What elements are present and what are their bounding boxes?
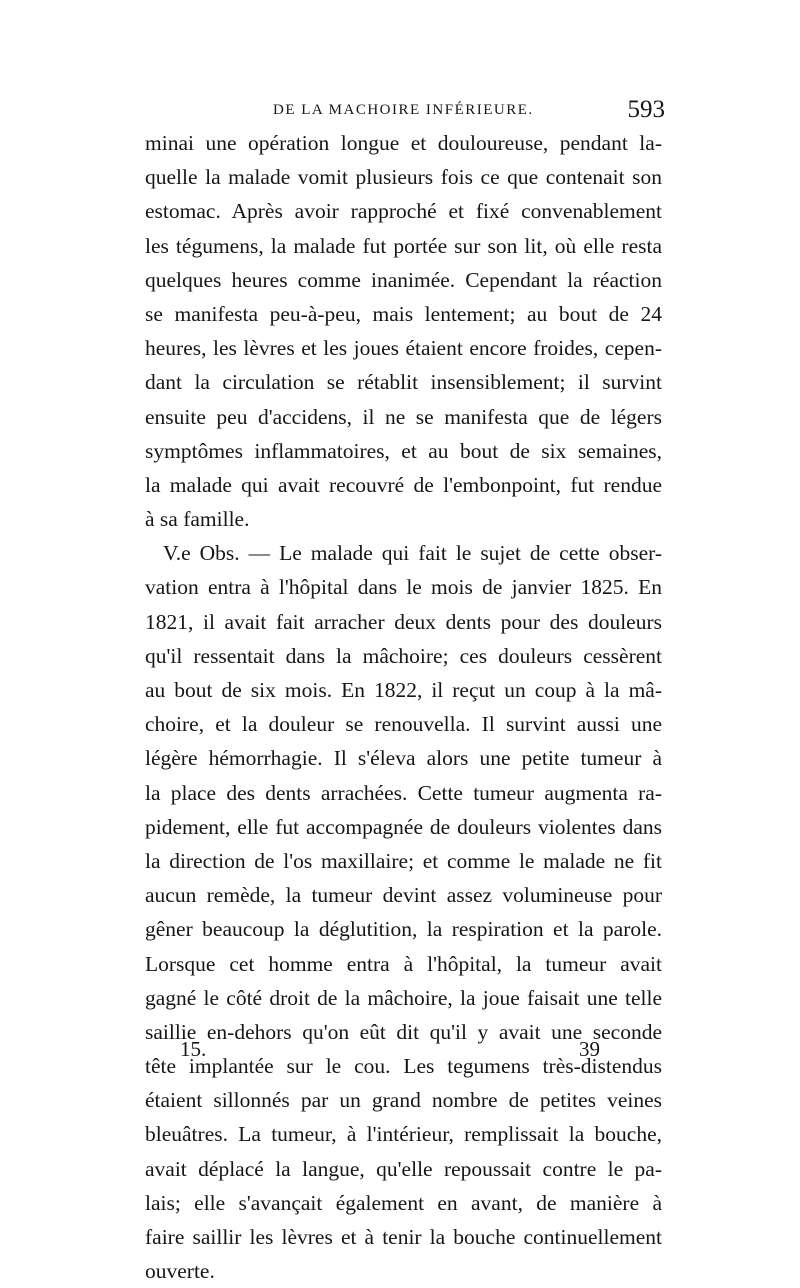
text-line: à sa famille.	[145, 507, 250, 532]
running-head	[145, 98, 665, 128]
page-footer	[180, 1037, 600, 1067]
text-line: aucun remède, la tumeur devint assez volumineuse pour	[145, 883, 662, 908]
text-line: pidement, elle fut accompagnée de douleurs violentes dans	[145, 814, 662, 839]
text-line: heures, les lèvres et les joues étaient encore froides, cepen-	[145, 336, 662, 361]
text-line: légère hémorrhagie. Il s'éleva alors une petite tumeur à	[145, 746, 662, 771]
text-line: la malade qui avait recouvré de l'embonpoint, fut rendue	[145, 472, 662, 497]
sheet-number: 39	[579, 1037, 600, 1061]
text-line: gagné le côté droit de la mâchoire, la joue faisait une telle	[145, 985, 662, 1010]
body-text	[145, 126, 662, 1288]
text-line: qu'il ressentait dans la mâchoire; ces douleurs cessèrent	[145, 643, 662, 668]
text-line: étaient sillonnés par un grand nombre de petites veines	[145, 1088, 662, 1113]
text-line: avait déplacé la langue, qu'elle repoussait contre le pa-	[145, 1156, 662, 1181]
observation-heading-line: V.e Obs. — Le malade qui fait le sujet de cette obser-	[163, 541, 662, 566]
text-line: les tégumens, la malade fut portée sur son lit, où elle resta	[145, 233, 662, 258]
text-line: estomac. Après avoir rapproché et fixé convenablement	[145, 199, 662, 224]
text-line: ouverte.	[145, 1259, 215, 1284]
text-line: la place des dents arrachées. Cette tumeur augmenta ra-	[145, 780, 662, 805]
signature-mark: 15.	[180, 1037, 207, 1061]
text-line: se manifesta peu-à-peu, mais lentement; au bout de 24	[145, 301, 662, 326]
text-line: 1821, il avait fait arracher deux dents pour des douleurs	[145, 609, 662, 634]
page-number: 593	[627, 96, 665, 123]
text-line: la direction de l'os maxillaire; et comme le malade ne fit	[145, 848, 662, 873]
text-line: quelle la malade vomit plusieurs fois ce que contenait son	[145, 165, 662, 190]
text-line: minai une opération longue et douloureuse, pendant la-	[145, 131, 662, 155]
text-line: au bout de six mois. En 1822, il reçut un coup à la mâ-	[145, 678, 662, 702]
text-line: symptômes inflammatoires, et au bout de six semaines,	[145, 438, 662, 463]
text-line: dant la circulation se rétablit insensiblement; il survint	[145, 370, 662, 395]
text-line: quelques heures comme inanimée. Cependant la réaction	[145, 267, 662, 292]
text-line: vation entra à l'hôpital dans le mois de janvier 1825. En	[145, 575, 662, 600]
running-title: DE LA MACHOIRE INFÉRIEURE.	[273, 102, 534, 118]
text-line: choire, et la douleur se renouvella. Il survint aussi une	[145, 712, 662, 737]
text-line: Lorsque cet homme entra à l'hôpital, la tumeur avait	[145, 951, 662, 976]
text-line: faire saillir les lèvres et à tenir la bouche continuellement	[145, 1225, 662, 1249]
text-line: tête implantée sur le cou. Les tegumens très-distendus	[145, 1054, 662, 1079]
text-line: gêner beaucoup la déglutition, la respiration et la parole.	[145, 917, 662, 942]
text-line: bleuâtres. La tumeur, à l'intérieur, remplissait la bouche,	[145, 1122, 662, 1147]
text-line: ensuite peu d'accidens, il ne se manifesta que de légers	[145, 404, 662, 429]
text-line: lais; elle s'avançait également en avant, de manière à	[145, 1190, 662, 1215]
text-line: saillie en-dehors qu'on eût dit qu'il y avait une seconde	[145, 1019, 662, 1044]
